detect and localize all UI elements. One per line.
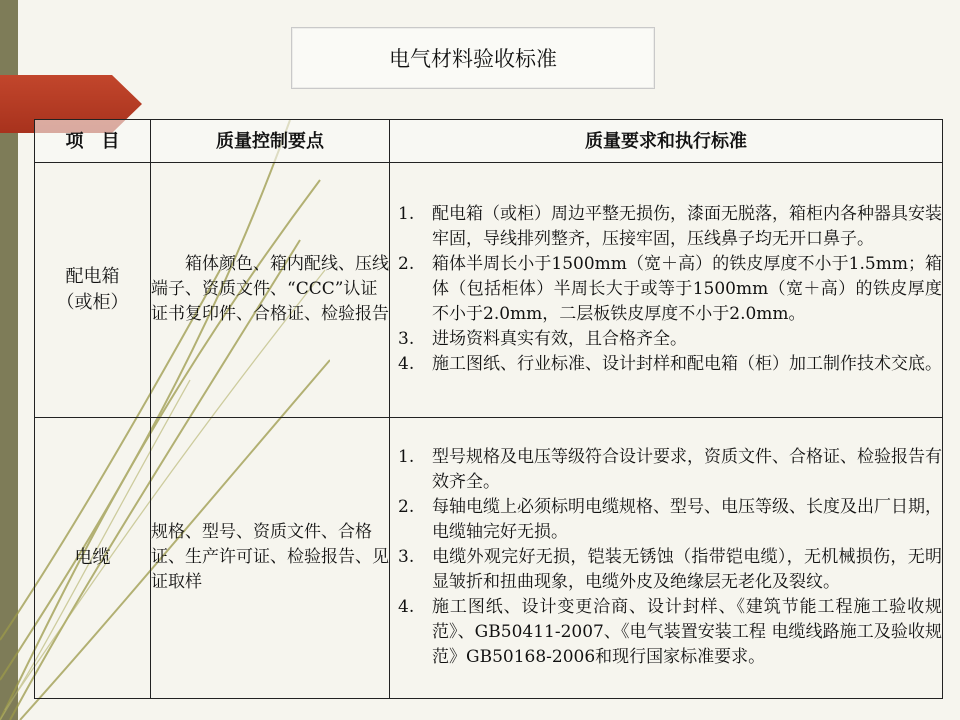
list-item: 4. 施工图纸、设计变更洽商、设计封样、《建筑节能工程施工验收规范》、GB50411-2007、《电气装置安装工程 电缆线路施工及验收规范》GB50168-2006和现行国家标准要求。	[398, 597, 942, 668]
header-control-points: 质量控制要点	[151, 120, 390, 163]
list-item: 1. 配电箱（或柜）周边平整无损伤，漆面无脱落，箱柜内各种器具安装牢固，导线排列整齐，压接牢固，压线鼻子均无开口鼻子。	[398, 204, 942, 250]
list-item: 2. 每轴电缆上必须标明电缆规格、型号、电压等级、长度及出厂日期，电缆轴完好无损。	[398, 497, 942, 543]
spec-table	[34, 119, 943, 699]
requirements-cell	[390, 163, 943, 418]
list-item: 1. 型号规格及电压等级符合设计要求，资质文件、合格证、检验报告有效齐全。	[398, 447, 942, 493]
item-cell	[35, 163, 151, 418]
control-points-cell: 规格、型号、资质文件、合格证、生产许可证、检验报告、见证取样	[151, 417, 390, 698]
requirements-cell	[390, 417, 943, 698]
list-item: 3. 电缆外观完好无损，铠装无锈蚀（指带铠电缆），无机械损伤，无明显皱折和扭曲现象，电缆外皮及绝缘层无老化及裂纹。	[398, 547, 942, 593]
page-title: 电气材料验收标准	[291, 27, 655, 89]
header-requirements: 质量要求和执行标准	[390, 120, 943, 163]
table-row	[35, 417, 943, 698]
item-cell	[35, 417, 151, 698]
requirements-list	[390, 202, 942, 377]
list-item: 3. 进场资料真实有效，且合格齐全。	[398, 329, 687, 350]
header-item: 项 目	[35, 120, 151, 163]
item-distribution-box: 配电箱 （或柜）	[56, 265, 129, 313]
list-item: 2. 箱体半周长小于1500mm（宽＋高）的铁皮厚度不小于1.5mm；箱体（包括柜体）半周长大于或等于1500mm（宽＋高）的铁皮厚度不小于2.0mm，二层板铁皮厚度不小于2.0mm。	[398, 254, 942, 325]
table-header-row	[35, 120, 943, 163]
list-item: 4. 施工图纸、行业标准、设计封样和配电箱（柜）加工制作技术交底。	[398, 354, 942, 375]
control-points-cell: 箱体颜色、箱内配线、压线端子、资质文件、“CCC”认证证书复印件、合格证、检验报告	[151, 163, 390, 418]
item-cable: 电缆	[74, 546, 111, 568]
table-row	[35, 163, 943, 418]
requirements-list	[390, 445, 942, 670]
